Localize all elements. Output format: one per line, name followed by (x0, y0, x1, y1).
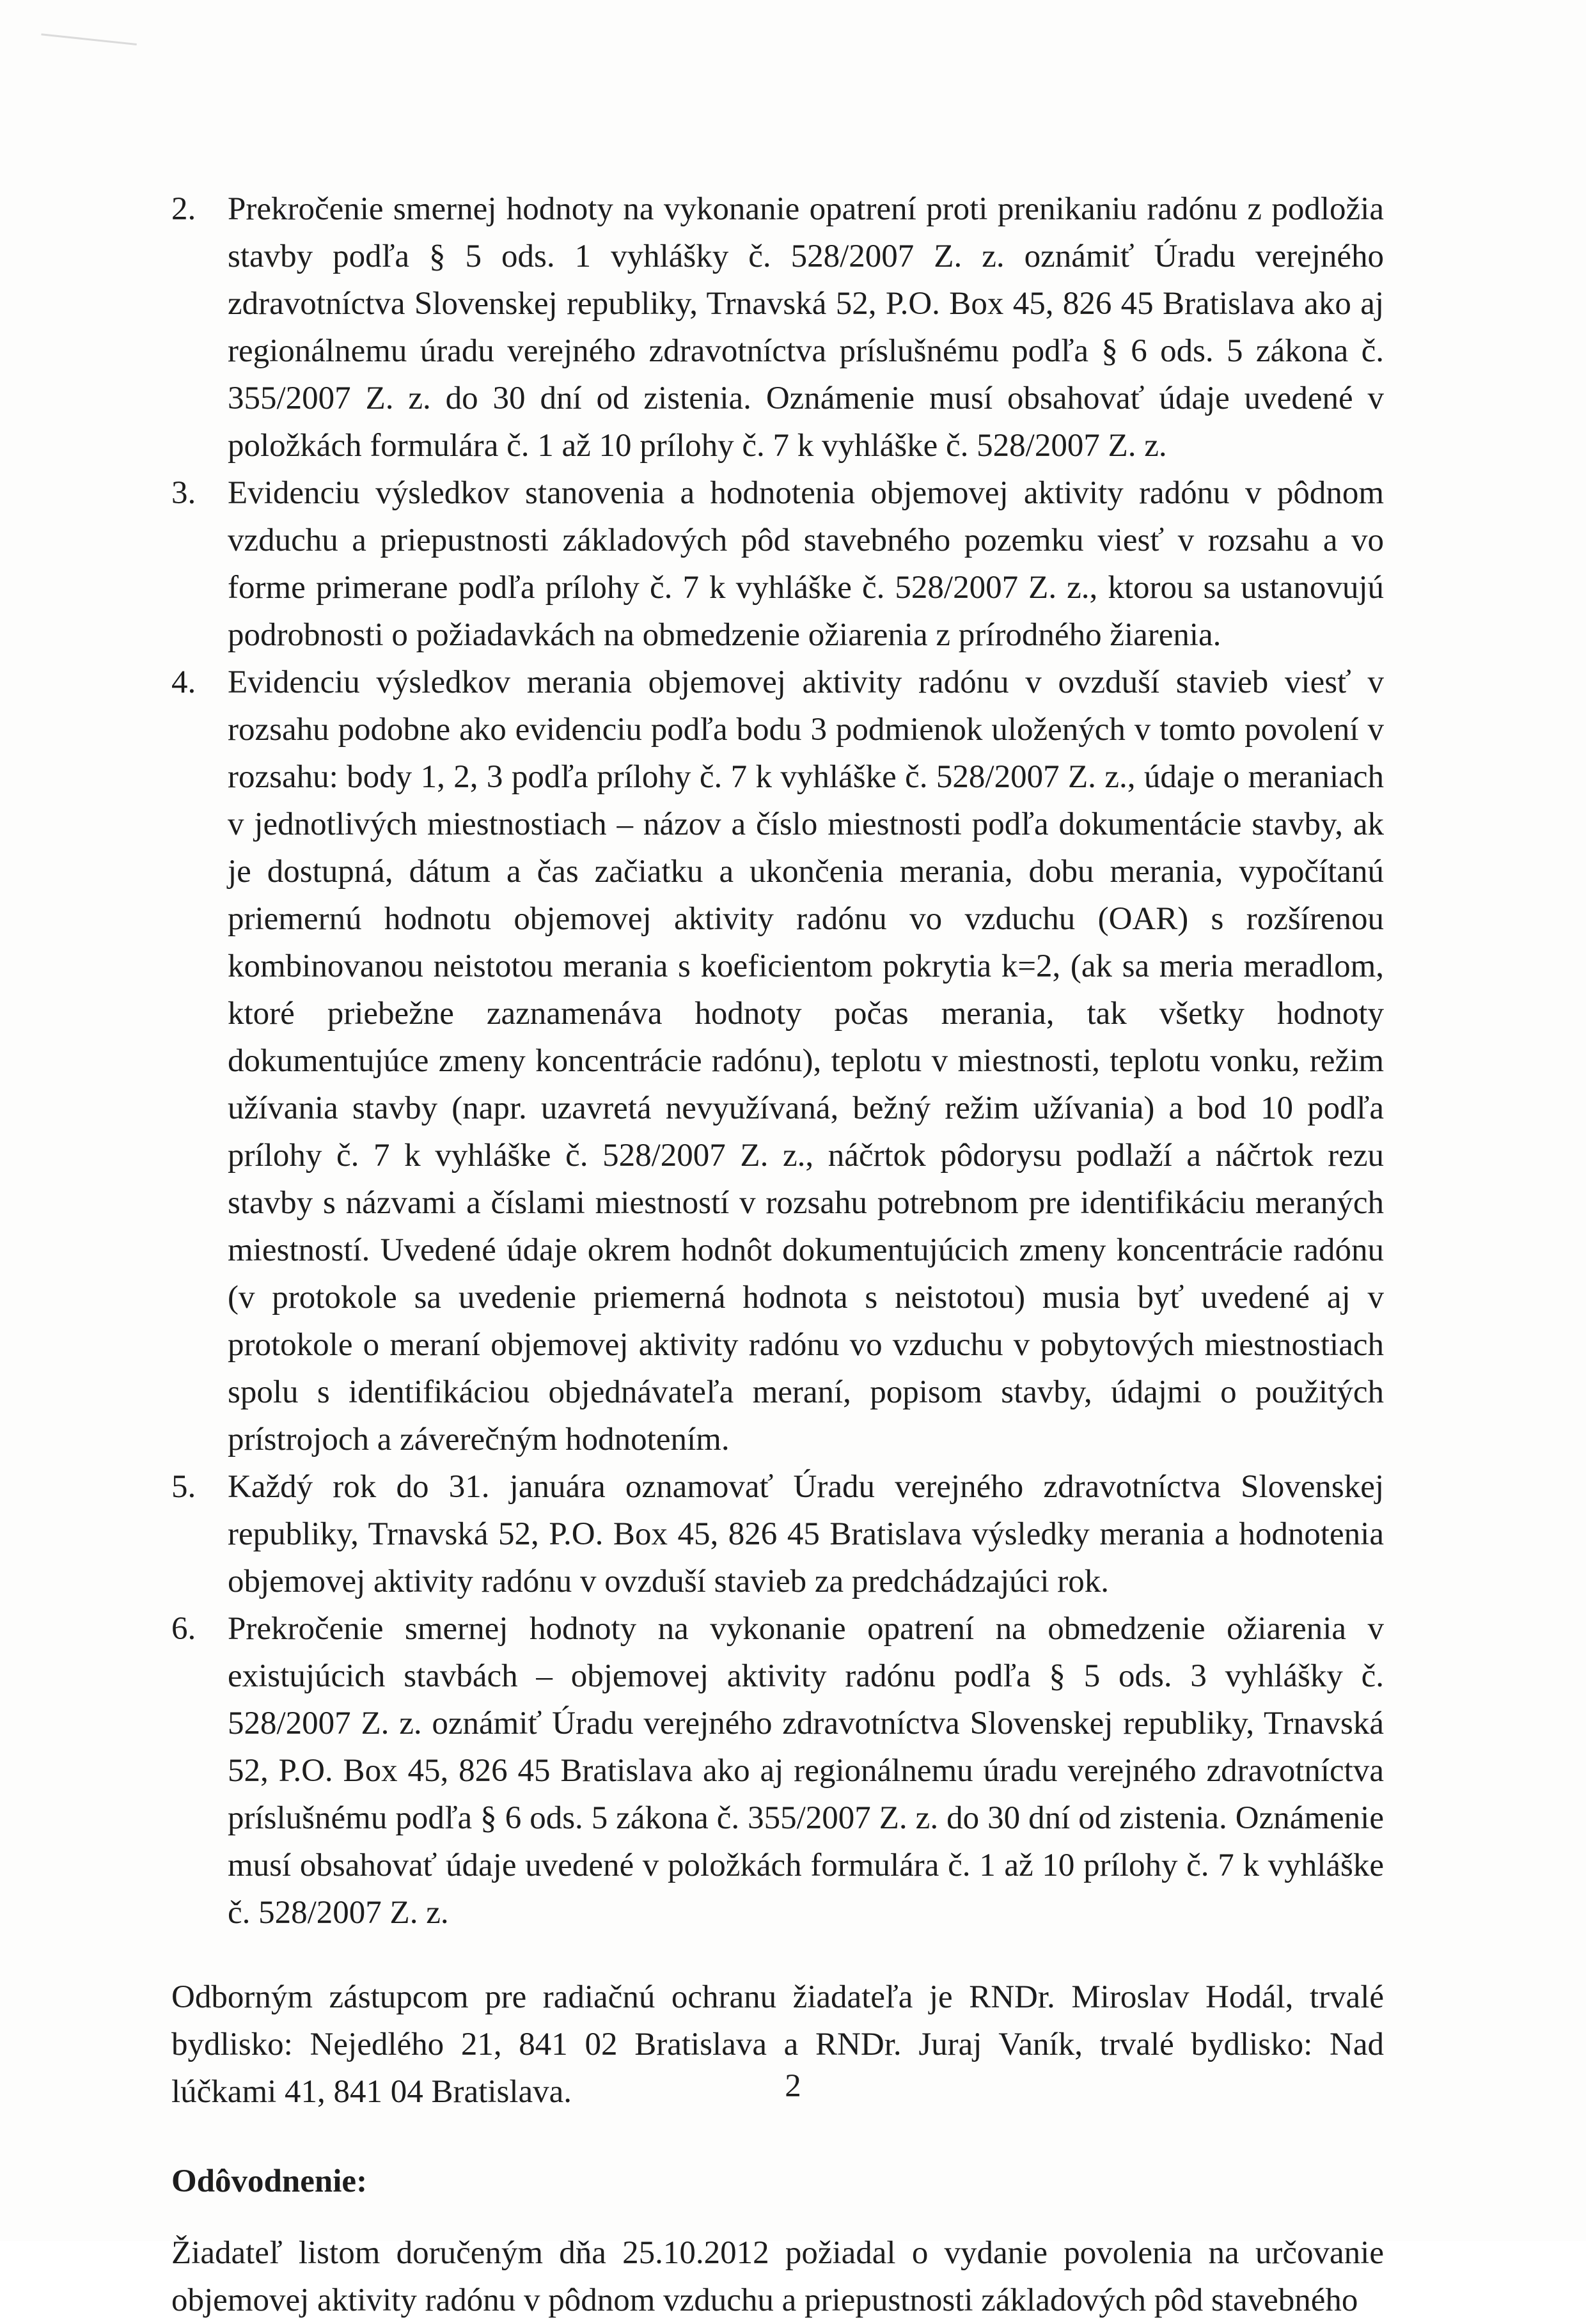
list-item (171, 1463, 1384, 1605)
item-number: 3. (171, 475, 196, 511)
list-item (171, 185, 1384, 469)
item-number: 2. (171, 191, 196, 227)
item-text: Prekročenie smernej hodnoty na vykonanie opatrení proti prenikaniu radónu z podložia stavby podľa § 5 ods. 1 vyhlášky č. 528/2007 Z. z. oznámiť Úradu verejného zdravotníctva Slovenskej republiky, Trnavská 52, P.O. Box 45, 826 45 Bratislava ako aj regionálnemu úradu verejného zdravotníctva príslušnému podľa § 6 ods. 5 zákona č. 355/2007 Z. z. do 30 dní od zistenia. Oznámenie musí obsahovať údaje uvedené v položkách formulára č. 1 až 10 prílohy č. 7 k vyhláške č. 528/2007 Z. z. (228, 191, 1384, 464)
list-item (171, 1605, 1384, 1936)
item-text: Každý rok do 31. januára oznamovať Úradu verejného zdravotníctva Slovenskej republiky, Trnavská 52, P.O. Box 45, 826 45 Bratislava výsledky merania a hodnotenia objemovej aktivity radónu v ovzduší stavieb za predchádzajúci rok. (228, 1469, 1384, 1599)
item-number: 6. (171, 1611, 196, 1647)
scan-mark (38, 33, 137, 70)
representative-paragraph: Odborným zástupcom pre radiačnú ochranu žiadateľa je RNDr. Miroslav Hodál, trvalé bydlisko: Nejedlého 21, 841 02 Bratislava a RNDr. Juraj Vaník, trvalé bydlisko: Nad lúčkami 41, 841 04 Bratislava. (171, 1979, 1384, 2110)
document-body (171, 185, 1384, 2324)
page-number: 2 (785, 2068, 801, 2104)
item-number: 5. (171, 1469, 196, 1505)
conditions-list (171, 185, 1384, 1936)
list-item (171, 469, 1384, 659)
item-text: Evidenciu výsledkov stanovenia a hodnotenia objemovej aktivity radónu v pôdnom vzduchu a priepustnosti základových pôd stavebného pozemku viesť v rozsahu a vo forme primerane podľa prílohy č. 7 k vyhláške č. 528/2007 Z. z., ktorou sa ustanovujú podrobnosti o požiadavkách na obmedzenie ožiarenia z prírodného žiarenia. (228, 475, 1384, 653)
item-text: Evidenciu výsledkov merania objemovej aktivity radónu v ovzduší stavieb viesť v rozsahu podobne ako evidenciu podľa bodu 3 podmienok uložených v tomto povolení v rozsahu: body 1, 2, 3 podľa prílohy č. 7 k vyhláške č. 528/2007 Z. z., údaje o meraniach v jednotlivých miestnostiach – názov a číslo miestnosti podľa dokumentácie stavby, ak je dostupná, dátum a čas začiatku a ukončenia merania, dobu merania, vypočítanú priemernú hodnotu objemovej aktivity radónu vo vzduchu (OAR) s rozšírenou kombinovanou neistotou merania s koeficientom pokrytia k=2, (ak sa meria meradlom, ktoré priebežne zaznamenáva hodnoty počas merania, tak všetky hodnoty dokumentujúce zmeny koncentrácie radónu), teplotu v miestnosti, teplotu vonku, režim užívania stavby (napr. uzavretá nevyužívaná, bežný režim užívania) a bod 10 podľa prílohy č. 7 k vyhláške č. 528/2007 Z. z., náčrtok pôdorysu podlaží a náčrtok rezu stavby s názvami a číslami miestností v rozsahu potrebnom pre identifikáciu meraných miestností. Uvedené údaje okrem hodnôt dokumentujúcich zmeny koncentrácie radónu (v protokole sa uvedenie priemerná hodnota s neistotou) musia byť uvedené aj v protokole o meraní objemovej aktivity radónu vo vzduchu v pobytových miestnostiach spolu s identifikáciou objednávateľa meraní, popisom stavby, údajmi o použitých prístrojoch a záverečným hodnotením. (228, 664, 1384, 1457)
reasoning-paragraph: Žiadateľ listom doručeným dňa 25.10.2012 požiadal o vydanie povolenia na určovanie objemovej aktivity radónu v pôdnom vzduchu a priepustnosti základových pôd stavebného (171, 2235, 1384, 2318)
item-number: 4. (171, 664, 196, 700)
item-text: Prekročenie smernej hodnoty na vykonanie opatrení na obmedzenie ožiarenia v existujúcich stavbách – objemovej aktivity radónu podľa § 5 ods. 3 vyhlášky č. 528/2007 Z. z. oznámiť Úradu verejného zdravotníctva Slovenskej republiky, Trnavská 52, P.O. Box 45, 826 45 Bratislava ako aj regionálnemu úradu verejného zdravotníctva príslušnému podľa § 6 ods. 5 zákona č. 355/2007 Z. z. do 30 dní od zistenia. Oznámenie musí obsahovať údaje uvedené v položkách formulára č. 1 až 10 prílohy č. 7 k vyhláške č. 528/2007 Z. z. (228, 1611, 1384, 1931)
reasoning-heading: Odôvodnenie: (171, 2163, 368, 2199)
list-item (171, 659, 1384, 1463)
